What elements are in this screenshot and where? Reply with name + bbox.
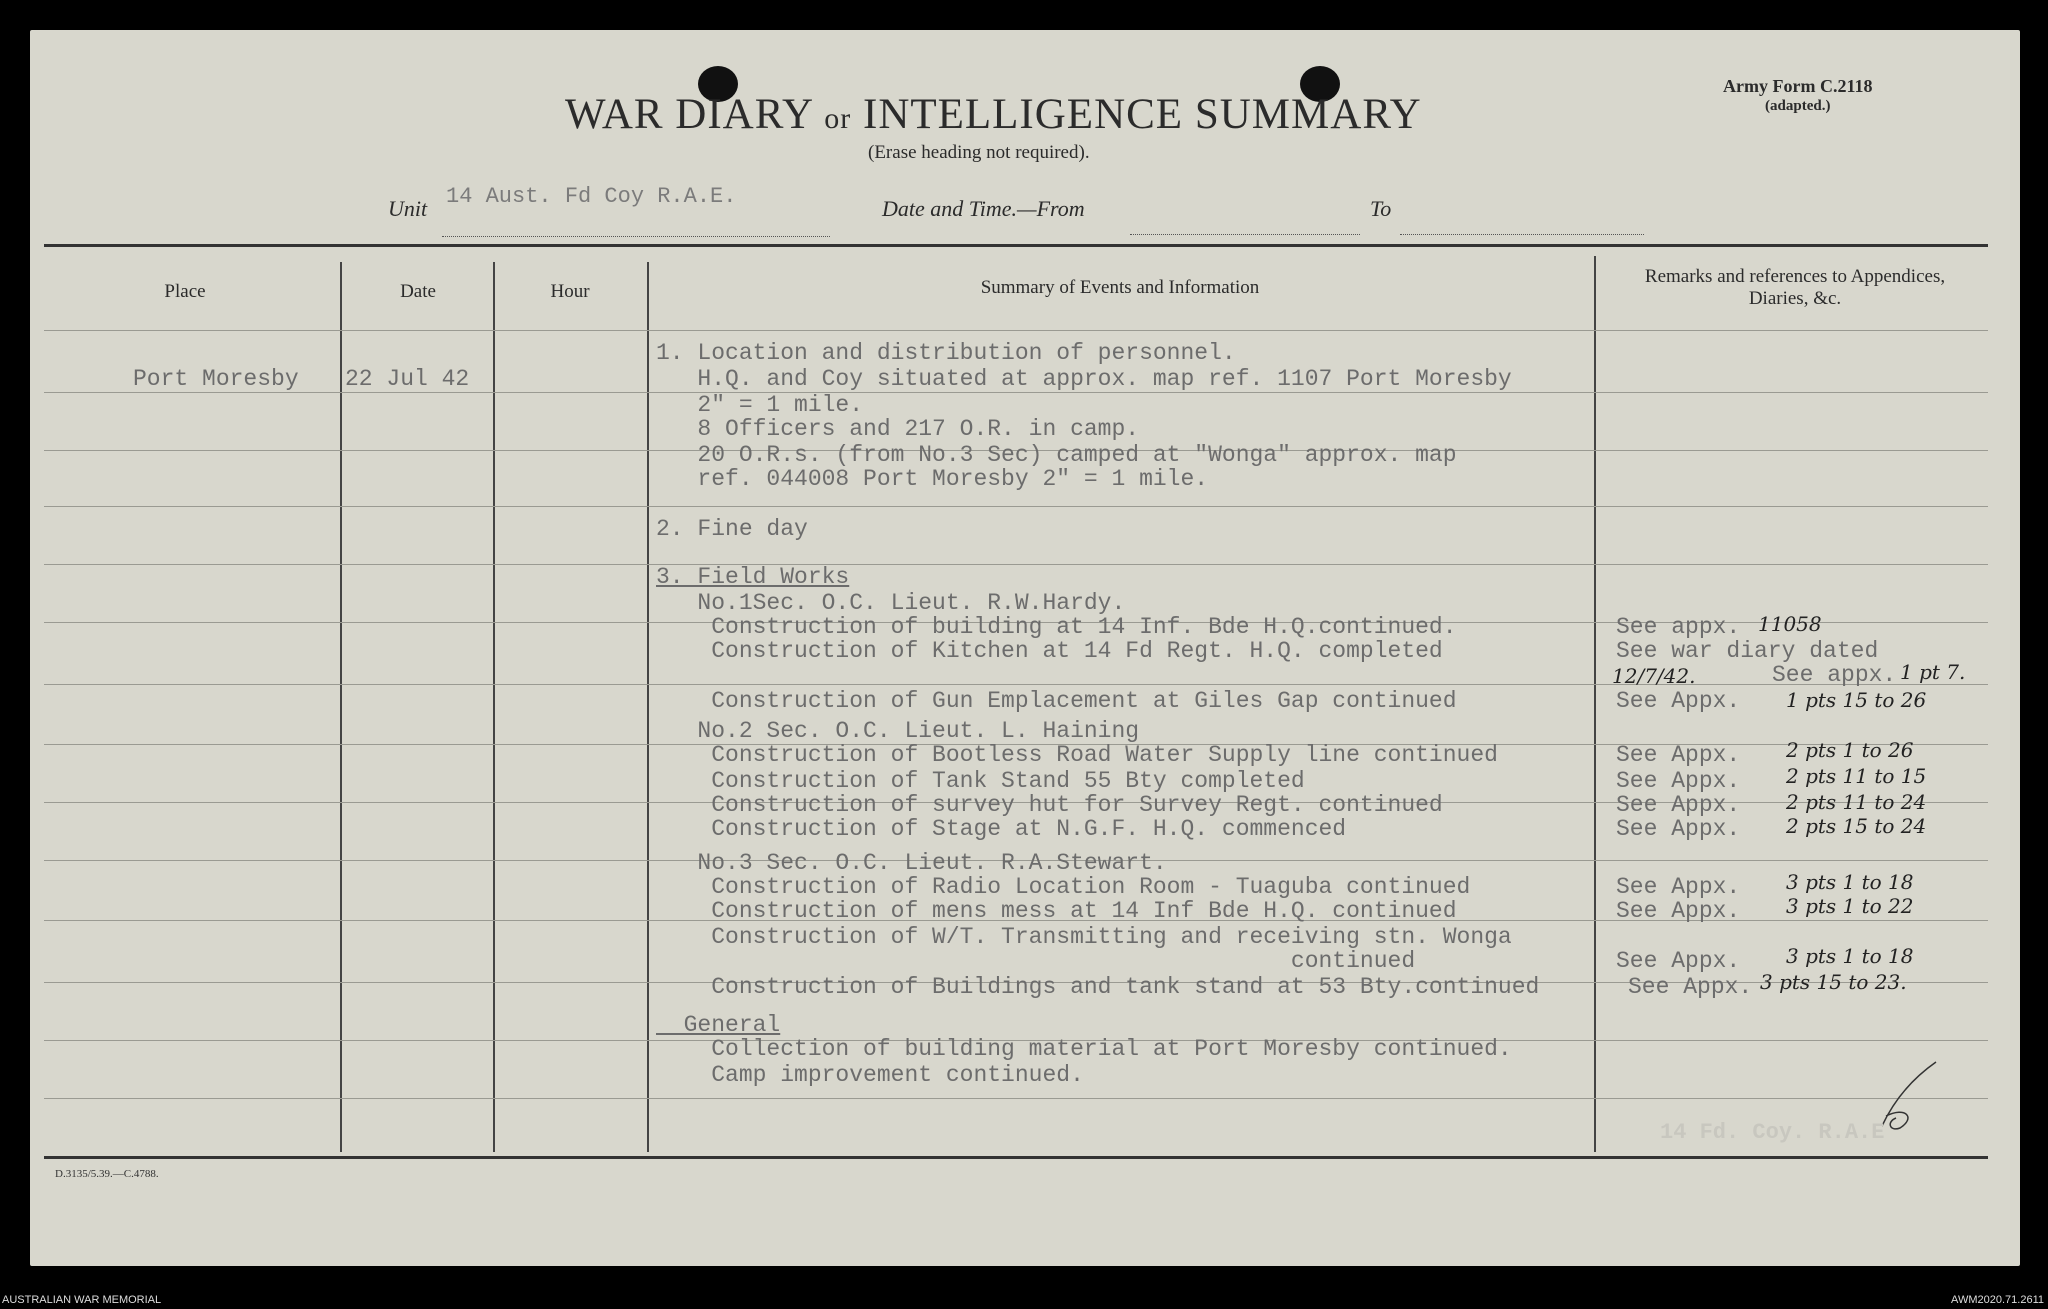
remark-handwritten: 1 pt 7.: [1900, 660, 1966, 684]
row-rule: [44, 684, 1988, 685]
summary-line: Construction of Radio Location Room - Tuaguba continued: [656, 874, 1471, 900]
summary-line: 2. Fine day: [656, 516, 808, 542]
summary-line: General: [656, 1012, 781, 1038]
to-dotline: [1400, 234, 1644, 235]
remark-typed: See Appx.: [1616, 742, 1741, 768]
summary-line: Construction of Kitchen at 14 Fd Regt. H.Q. completed: [656, 638, 1443, 664]
remark-handwritten: 3 pts 1 to 18: [1786, 870, 1914, 894]
remark-typed: See Appx.: [1616, 948, 1741, 974]
column-header-place: Place: [164, 281, 206, 302]
summary-line: Collection of building material at Port Moresby continued.: [656, 1036, 1512, 1062]
remark-typed: See appx.: [1616, 614, 1741, 640]
header-row-rule: [44, 330, 1988, 331]
to-label: To: [1370, 196, 1392, 221]
col-divider-2: [493, 262, 495, 1152]
remark-typed: See war diary dated: [1616, 638, 1879, 664]
unit-label: Unit: [388, 196, 428, 221]
table-bottom-rule: [44, 1156, 1988, 1159]
date-cell: 22 Jul 42: [345, 366, 470, 392]
remark-handwritten: 11058: [1758, 612, 1822, 636]
summary-line: Construction of mens mess at 14 Inf Bde H.Q. continued: [656, 898, 1457, 924]
col-divider-4: [1594, 256, 1596, 1152]
summary-line: Construction of Tank Stand 55 Bty completed: [656, 768, 1305, 794]
column-header-date: Date: [400, 281, 436, 302]
row-rule: [44, 1098, 1988, 1099]
form-code: D.3135/5.39.—C.4788.: [55, 1168, 159, 1180]
summary-line: 3. Field Works: [656, 564, 850, 590]
archive-credit: AUSTRALIAN WAR MEMORIAL: [2, 1294, 162, 1306]
unit-stamp: 14 Fd. Coy. R.A.E: [1660, 1120, 1885, 1145]
remark-handwritten: 3 pts 1 to 18: [1786, 944, 1914, 968]
remark-typed: See Appx.: [1616, 816, 1741, 842]
place-cell: Port Moresby: [133, 366, 299, 392]
remark-handwritten: 2 pts 11 to 15: [1786, 764, 1927, 788]
row-rule: [44, 392, 1988, 393]
remark-handwritten: 3 pts 15 to 23.: [1760, 970, 1907, 994]
remark-typed: See appx.: [1772, 662, 1897, 688]
summary-line: ref. 044008 Port Moresby 2" = 1 mile.: [656, 466, 1209, 492]
summary-line: 1. Location and distribution of personnel.: [656, 340, 1236, 366]
remark-handwritten: 2 pts 11 to 24: [1786, 790, 1927, 814]
summary-line: Construction of Gun Emplacement at Giles Gap continued: [656, 688, 1457, 714]
unit-dotline: [442, 236, 830, 237]
summary-line: No.3 Sec. O.C. Lieut. R.A.Stewart.: [656, 850, 1167, 876]
remark-handwritten: 2 pts 1 to 26: [1786, 738, 1914, 762]
remark-typed: See Appx.: [1616, 874, 1741, 900]
summary-line: Camp improvement continued.: [656, 1062, 1084, 1088]
column-header-remarks: Remarks and references to Appendices, Diaries, &c.: [1644, 266, 1946, 309]
summary-line: continued: [656, 948, 1416, 974]
remark-handwritten: 1 pts 15 to 26: [1786, 688, 1927, 712]
summary-line: Construction of Buildings and tank stand at 53 Bty.continued: [656, 974, 1540, 1000]
summary-line: No.2 Sec. O.C. Lieut. L. Haining: [656, 718, 1140, 744]
summary-line: Construction of building at 14 Inf. Bde H.Q.continued.: [656, 614, 1457, 640]
summary-line: H.Q. and Coy situated at approx. map ref. 1107 Port Moresby: [656, 366, 1512, 392]
remark-typed: See Appx.: [1616, 768, 1741, 794]
table-top-rule: [44, 244, 1988, 247]
column-header-summary: Summary of Events and Information: [980, 277, 1260, 298]
summary-line: No.1Sec. O.C. Lieut. R.W.Hardy.: [656, 590, 1126, 616]
summary-line: 20 O.R.s. (from No.3 Sec) camped at "Wonga" approx. map: [656, 442, 1457, 468]
summary-line: 8 Officers and 217 O.R. in camp.: [656, 416, 1140, 442]
summary-line: Construction of survey hut for Survey Regt. continued: [656, 792, 1443, 818]
remark-handwritten: 12/7/42.: [1612, 664, 1696, 688]
unit-value: 14 Aust. Fd Coy R.A.E.: [446, 184, 737, 209]
row-rule: [44, 564, 1988, 565]
page-title: WAR DIARY or INTELLIGENCE SUMMARY: [565, 91, 1422, 138]
summary-line: 2" = 1 mile.: [656, 392, 864, 418]
remark-typed: See Appx.: [1616, 792, 1741, 818]
signature-mark: [1876, 1056, 1946, 1136]
summary-line: Construction of Bootless Road Water Supply line continued: [656, 742, 1498, 768]
from-dotline: [1130, 234, 1360, 235]
remark-typed: See Appx.: [1628, 974, 1753, 1000]
title-note: (Erase heading not required).: [868, 142, 1090, 163]
archive-reference: AWM2020.71.2611: [1951, 1294, 2044, 1306]
column-header-hour: Hour: [550, 281, 590, 302]
remark-typed: See Appx.: [1616, 898, 1741, 924]
summary-line: Construction of W/T. Transmitting and receiving stn. Wonga: [656, 924, 1512, 950]
remark-handwritten: 3 pts 1 to 22: [1786, 894, 1914, 918]
col-divider-1: [340, 262, 342, 1152]
date-time-label: Date and Time.—From: [882, 196, 1085, 221]
row-rule: [44, 506, 1988, 507]
army-form-label: Army Form C.2118 (adapted.): [1723, 76, 1873, 114]
remark-typed: See Appx.: [1616, 688, 1741, 714]
remark-handwritten: 2 pts 15 to 24: [1786, 814, 1927, 838]
summary-line: Construction of Stage at N.G.F. H.Q. commenced: [656, 816, 1347, 842]
col-divider-3: [647, 262, 649, 1152]
